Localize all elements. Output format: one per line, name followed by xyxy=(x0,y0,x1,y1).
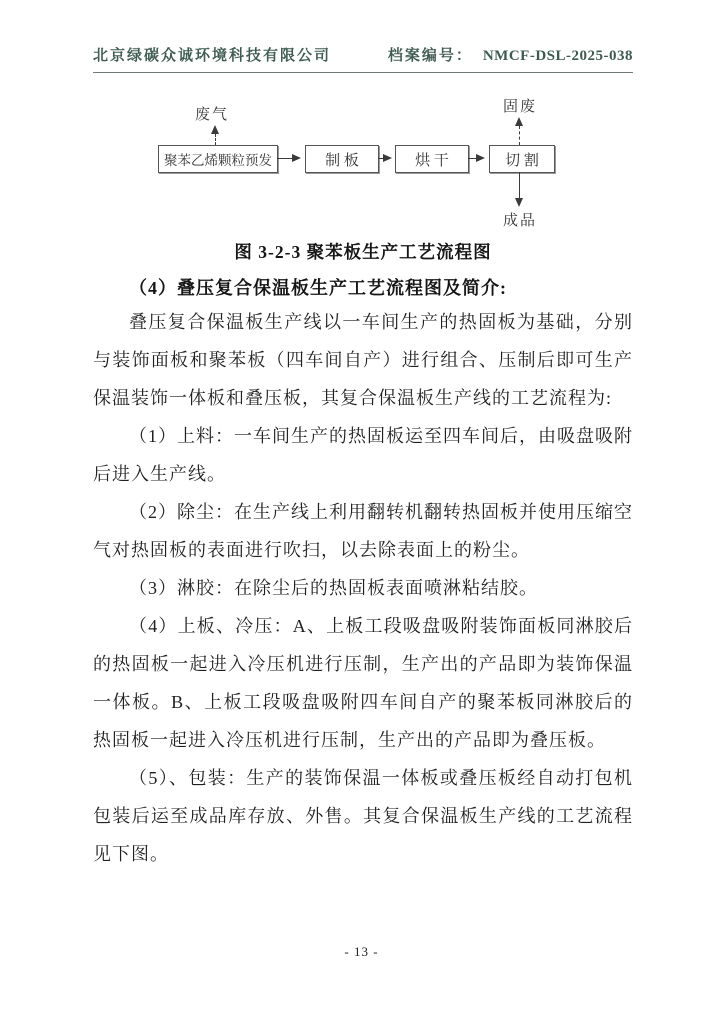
archive-number-value: NMCF-DSL-2025-038 xyxy=(482,48,633,64)
flow-step-drying: 烘 干 xyxy=(395,145,469,173)
archive-number-label: 档案编号： xyxy=(387,48,473,64)
flow-arrow-3 xyxy=(468,158,483,159)
flow-step-board-making: 制 板 xyxy=(305,145,379,173)
finished-product-label: 成品 xyxy=(503,213,538,229)
paragraph-step-2: （2）除尘：在生产线上利用翻转机翻转热固板并使用压缩空气对热固板的表面进行吹扫，以去除表面上的粉尘。 xyxy=(93,502,633,560)
flow-step-cutting: 切 割 xyxy=(489,145,555,173)
figure-caption: 图 3-2-3 聚苯板生产工艺流程图 xyxy=(234,242,492,262)
waste-gas-arrowhead-icon xyxy=(211,125,219,134)
section-heading: （4）叠压复合保温板生产工艺流程图及简介: xyxy=(129,278,507,298)
waste-gas-label: 废气 xyxy=(195,107,230,123)
archive-number-group xyxy=(388,44,633,65)
paragraph-step-1: （1）上料：一车间生产的热固板运至四车间后，由吸盘吸附后进入生产线。 xyxy=(93,426,633,484)
solid-waste-dashed-arrow xyxy=(519,126,520,145)
flow-arrow-2 xyxy=(378,158,390,159)
page-header xyxy=(93,44,633,73)
process-flowchart xyxy=(93,95,633,235)
flow-arrow-1 xyxy=(277,158,299,159)
solid-waste-label: 固废 xyxy=(503,99,538,115)
product-arrow xyxy=(519,172,520,199)
solid-waste-arrowhead-icon xyxy=(515,117,523,126)
company-name: 北京绿碳众诚环境科技有限公司 xyxy=(93,48,332,64)
paragraph-intro: 叠压复合保温板生产线以一车间生产的热固板为基础，分别与装饰面板和聚苯板（四车间自产）进行组合、压制后即可生产保温装饰一体板和叠压板，其复合保温板生产线的工艺流程为: xyxy=(93,312,633,408)
product-arrowhead-icon xyxy=(515,198,523,207)
page-number: - 13 - xyxy=(344,944,379,959)
waste-gas-dashed-arrow xyxy=(215,134,216,145)
flow-step-pre-expansion: 聚苯乙烯颗粒预发 xyxy=(158,145,278,173)
paragraph-step-3: （3）淋胶：在除尘后的热固板表面喷淋粘结胶。 xyxy=(129,578,538,598)
paragraph-step-5: （5）、包装：生产的装饰保温一体板或叠压板经自动打包机包装后运至成品库存放、外售。其复合保温板生产线的工艺流程见下图。 xyxy=(93,768,633,864)
body-text xyxy=(93,303,633,873)
paragraph-step-4: （4）上板、冷压：A、上板工段吸盘吸附装饰面板同淋胶后的热固板一起进入冷压机进行压制，生产出的产品即为装饰保温一体板。B、上板工段吸盘吸附四车间自产的聚苯板同淋胶后的热固板一起进入冷压机进行压制，生产出的产品即为叠压板。 xyxy=(93,616,633,750)
